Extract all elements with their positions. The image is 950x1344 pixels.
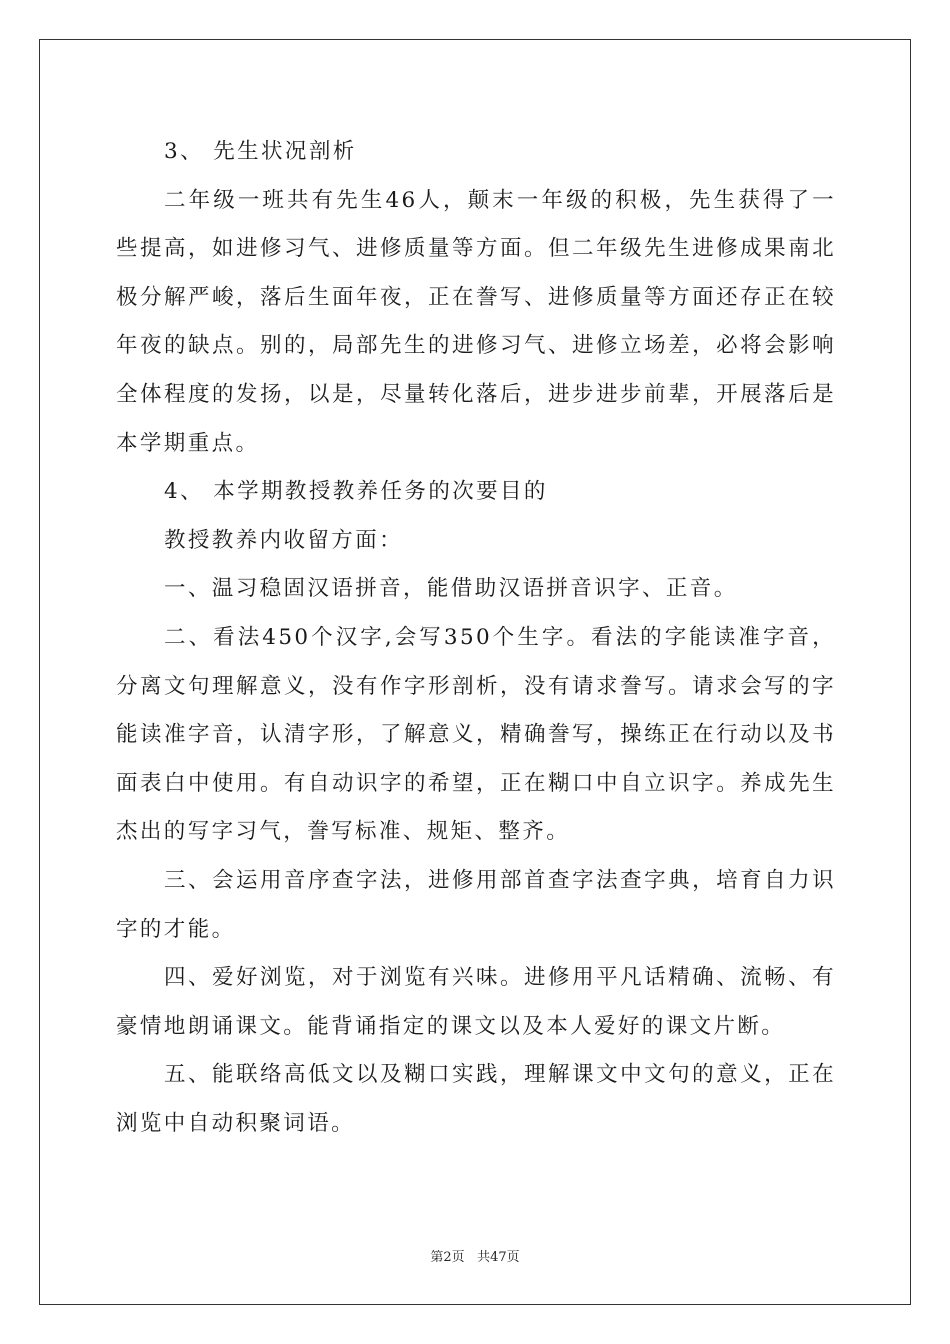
paragraph-goal-1: 一、温习稳固汉语拼音，能借助汉语拼音识字、正音。 [164, 576, 738, 602]
paragraph-student-analysis: 二年级一班共有先生46人，颠末一年级的积极，先生获得了一些提高，如进修习气、进修质量等方面。但二年级先生进修成果南北极分解严峻，落后生面年夜，正在誊写、进修质量等方面还存正在较年夜的缺点。别的，局部先生的进修习气、进修立场差，必将会影响全体程度的发扬，以是，尽量转化落后，进步进步前辈，开展落后是本学期重点。 [116, 187, 836, 456]
page-total: 共47页 [477, 1250, 520, 1265]
paragraph-goal-2: 二、看法450个汉字,会写350个生字。看法的字能读准字音，分离文句理解意义，没有作字形剖析，没有请求誊写。请求会写的字能读准字音，认清字形，了解意义，精确誊写，操练正在行动以及书面表白中使用。有自动识字的希望，正在糊口中自立识字。养成先生杰出的写字习气，誊写标准、规矩、整齐。 [116, 624, 836, 845]
page-number: 第2页 [430, 1250, 465, 1265]
page-footer [0, 1246, 950, 1265]
document-body [116, 128, 836, 1148]
section-heading-teaching-goals: 4、 本学期教授教养任务的次要目的 [164, 479, 548, 505]
section-heading-student-analysis: 3、 先生状况剖析 [164, 139, 357, 164]
paragraph-goal-3: 三、会运用音序查字法，进修用部首查字法查字典，培育自力识字的才能。 [116, 867, 836, 942]
paragraph-content-intro: 教授教养内收留方面： [164, 527, 404, 553]
paragraph-goal-5: 五、能联络高低文以及糊口实践，理解课文中文句的意义，正在浏览中自动积聚词语。 [116, 1062, 836, 1136]
paragraph-goal-4: 四、爱好浏览，对于浏览有兴味。进修用平凡话精确、流畅、有豪情地朗诵课文。能背诵指定的课文以及本人爱好的课文片断。 [116, 965, 836, 1039]
